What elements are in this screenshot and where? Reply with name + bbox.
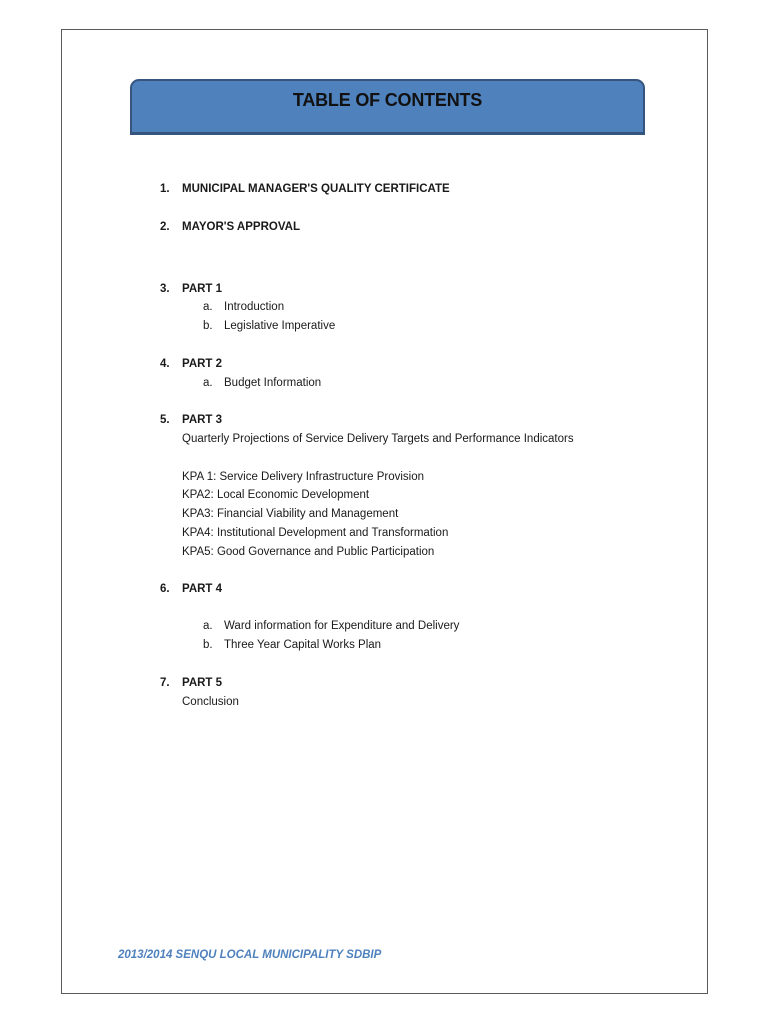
item-heading: PART 1 <box>182 283 223 295</box>
page-title: TABLE OF CONTENTS <box>292 90 483 110</box>
item-number: 2. <box>160 221 170 233</box>
title-banner <box>130 79 645 135</box>
item-heading: PART 3 <box>182 414 223 426</box>
subitem-letter: a. <box>203 620 213 632</box>
subitem-letter: b. <box>203 320 213 332</box>
subitem-text: Budget Information <box>224 377 322 389</box>
item-description: Quarterly Projections of Service Delivery Targets and Performance Indicators <box>182 433 574 445</box>
subitem-text: Ward information for Expenditure and Delivery <box>224 620 460 632</box>
subitem-text: Three Year Capital Works Plan <box>224 639 382 651</box>
item-number: 3. <box>160 283 170 295</box>
item-number: 5. <box>160 414 170 426</box>
subitem-text: Legislative Imperative <box>224 320 336 332</box>
item-heading: MUNICIPAL MANAGER'S QUALITY CERTIFICATE <box>182 183 450 195</box>
page-footer: 2013/2014 SENQU LOCAL MUNICIPALITY SDBIP <box>118 949 382 961</box>
kpa-line: KPA 1: Service Delivery Infrastructure Provision <box>182 471 425 483</box>
subitem-letter: a. <box>203 377 213 389</box>
kpa-line: KPA3: Financial Viability and Management <box>182 508 399 520</box>
subitem-letter: a. <box>203 301 213 313</box>
item-number: 7. <box>160 677 170 689</box>
item-number: 1. <box>160 183 170 195</box>
item-heading: PART 5 <box>182 677 223 689</box>
item-description: Conclusion <box>182 696 239 708</box>
item-heading: PART 2 <box>182 358 223 370</box>
subitem-text: Introduction <box>224 301 285 313</box>
kpa-line: KPA5: Good Governance and Public Participation <box>182 546 435 558</box>
kpa-line: KPA4: Institutional Development and Transformation <box>182 527 449 539</box>
subitem-letter: b. <box>203 639 213 651</box>
kpa-line: KPA2: Local Economic Development <box>182 489 370 501</box>
item-heading: PART 4 <box>182 583 223 595</box>
item-number: 4. <box>160 358 170 370</box>
item-heading: MAYOR'S APPROVAL <box>182 221 300 233</box>
item-number: 6. <box>160 583 170 595</box>
